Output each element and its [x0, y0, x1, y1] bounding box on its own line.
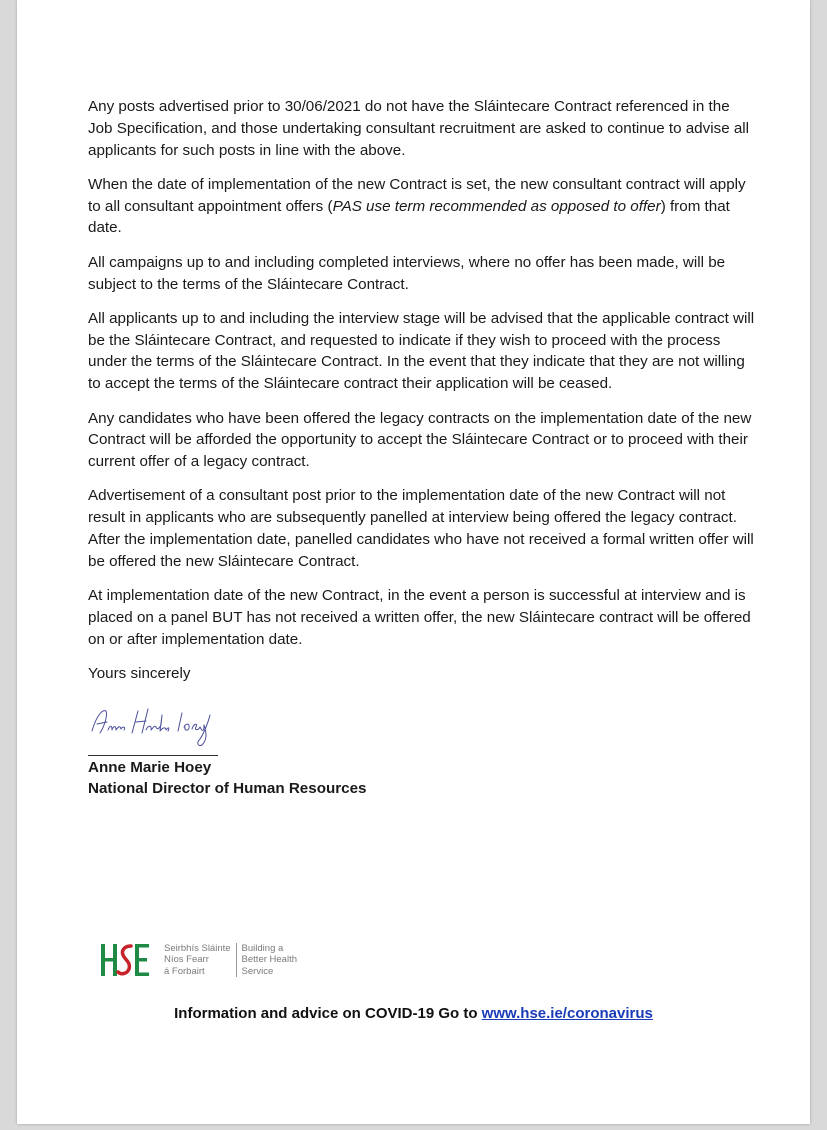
hse-logo: [99, 938, 302, 982]
signer-title: National Director of Human Resources: [88, 780, 367, 798]
paragraph-2-end: ) from that date.: [88, 197, 730, 237]
paragraph-6: Advertisement of a consultant post prior to the implementation date of the new Contract will not result in applicants who are subsequently panelled at interview being offered the legacy contract. After the implementation date, panelled candidates who have not received a formal written offer will be offered the new Sláintecare Contract.: [88, 487, 754, 570]
logo-english-text: [237, 943, 302, 978]
hse-logo-mark-icon: [99, 938, 151, 982]
logo-line: á Forbairt: [164, 965, 205, 977]
covid-info-text: Information and advice on COVID-19 Go to: [174, 1005, 482, 1022]
logo-line: Seirbhís Sláinte: [164, 942, 231, 954]
covid-info-line: [17, 1005, 810, 1022]
logo-line: Service: [241, 965, 274, 977]
paragraph-2-start: When the date of implementation of the new Contract is set, the new consultant contract will apply to all consultant appointment offers (: [88, 175, 746, 215]
handwritten-signature: [88, 697, 228, 749]
paragraph-2: [88, 174, 756, 239]
signature-block: [88, 697, 756, 757]
logo-mark-text: HSE: [99, 938, 101, 939]
signature-name: Anne Marie Hoey: [88, 697, 96, 699]
paragraph-3: All campaigns up to and including completed interviews, where no offer has been made, will be subject to the terms of the Sláintecare Contract.: [88, 253, 726, 293]
paragraph-4: All applicants up to and including the interview stage will be advised that the applicable contract will be the Sláintecare Contract, and requested to indicate if they wish to proceed with the process under the terms of the Sláintecare Contract. In the event that they indicate that they are not willing to accept the terms of the Sláintecare contract their application will be ceased.: [88, 309, 755, 393]
logo-line: Better Health: [241, 954, 297, 966]
closing: Yours sincerely: [88, 665, 191, 683]
logo-line: Níos Fearr: [164, 954, 209, 966]
logo-line: Building a: [241, 942, 284, 954]
paragraph-2-italic: PAS use term recommended as opposed to offer: [332, 197, 661, 215]
paragraph-7: At implementation date of the new Contract, in the event a person is successful at interview and is placed on a panel BUT has not received a written offer, the new Sláintecare contract will be offered on or after implementation date.: [88, 587, 751, 648]
paragraph-5: Any candidates who have been offered the legacy contracts on the implementation date of the new Contract will be afforded the opportunity to accept the Sláintecare Contract or to proceed with their current offer of a legacy contract.: [88, 409, 752, 471]
logo-text: [159, 943, 302, 978]
paragraph-1: Any posts advertised prior to 30/06/2021 do not have the Sláintecare Contract referenced in the Job Specification, and those undertaking consultant recruitment are asked to continue to advise all applicants for such posts in line with the above.: [88, 98, 750, 159]
signer-name: Anne Marie Hoey: [88, 759, 212, 777]
logo-irish-text: [159, 943, 236, 978]
signature-line: [88, 755, 218, 756]
coronavirus-link[interactable]: www.hse.ie/coronavirus: [481, 1005, 653, 1022]
document-page: [17, 0, 810, 1124]
letter-body: [88, 96, 756, 799]
